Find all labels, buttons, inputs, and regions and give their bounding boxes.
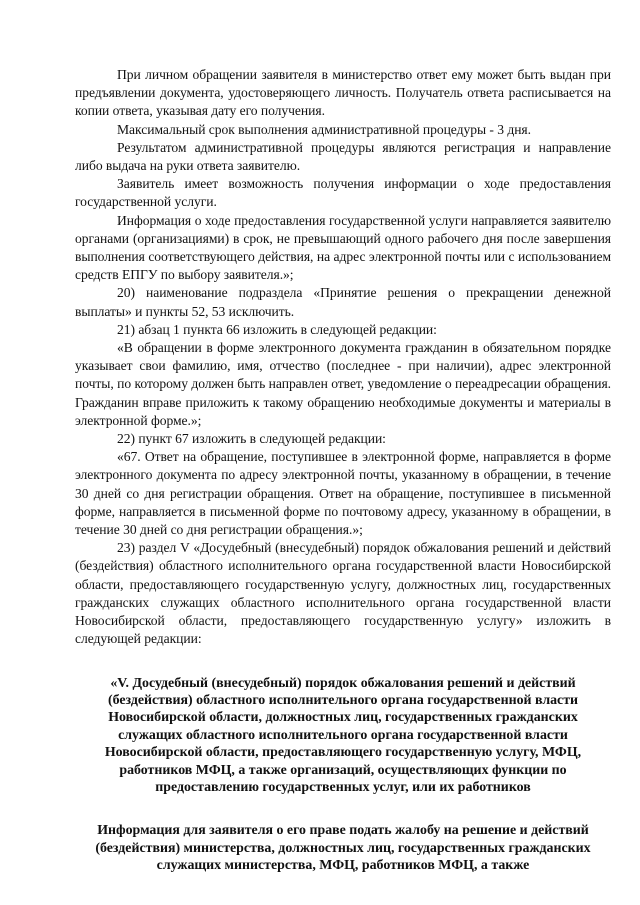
paragraph-electronic-appeal: «В обращении в форме электронного документа гражданин в обязательном порядке указывает свои фамилию, имя, отчество (последнее - при наличии), адрес электронной почты, по которому должен быть направлен ответ, уведомление о переадресации обращения. Гражданин вправе приложить к такому обращению необходимые документы и материалы в электронной форме.»;	[75, 340, 611, 428]
paragraph-item-22: 22) пункт 67 изложить в следующей редакции:	[117, 431, 386, 447]
paragraph-max-term: Максимальный срок выполнения административной процедуры - 3 дня.	[117, 121, 531, 137]
subsection-heading: Информация для заявителя о его праве подать жалобу на решение и действий (бездействия) министерства, должностных лиц, государственных гражданских служащих министерства, МФЦ, работников МФЦ, а также	[95, 823, 591, 874]
paragraph-personal-response: При личном обращении заявителя в министерство ответ ему может быть выдан при предъявлении документа, удостоверяющего личность. Получатель ответа расписывается на копии ответа, указывая дату его получения.	[75, 67, 611, 119]
paragraph-point-67: «67. Ответ на обращение, поступившее в электронной форме, направляется в форме электронного документа по адресу электронной почты, указанному в обращении, в течение 30 дней со дня регистрации обращения. Ответ на обращение, поступившее в письменной форме, направляется в письменной форме по почтовому адресу, указанному в обращении, в течение 30 дней со дня регистрации обращения.»;	[75, 449, 611, 538]
paragraph-item-20: 20) наименование подраздела «Принятие решения о прекращении денежной выплаты» и пункты 52, 53 исключить.	[75, 285, 611, 319]
paragraph-procedure-result: Результатом административной процедуры являются регистрация и направление либо выдача на руки ответа заявителю.	[75, 139, 611, 174]
document-page	[75, 66, 611, 875]
paragraph-item-23: 23) раздел V «Досудебный (внесудебный) порядок обжалования решений и действий (бездействия) областного исполнительного органа государственной власти Новосибирской области, предоставляющего государственную услугу, должностных лиц, государственных гражданских служащих областного исполнительного органа государственной власти Новосибирской области, предоставляющего государственную услугу» изложить в следующей редакции:	[75, 540, 611, 647]
section-heading: «V. Досудебный (внесудебный) порядок обжалования решений и действий (бездействия) областного исполнительного органа государственной власти Новосибирской области, должностных лиц, государственных гражданских служащих областного исполнительного органа государственной власти Новосибирской области, предоставляющего государственную услугу, МФЦ, работников МФЦ, а также организаций, осуществляющих функции по предоставлению государственных услуг, или их работников	[104, 675, 582, 795]
paragraph-progress-info: Информация о ходе предоставления государственной услуги направляется заявителю органами (организациями) в срок, не превышающий одного рабочего дня после завершения выполнения соответствующего действия, на адрес электронной почты или с использованием средств ЕПГУ по выбору заявителя.»;	[75, 212, 611, 283]
paragraph-item-21: 21) абзац 1 пункта 66 изложить в следующей редакции:	[117, 321, 437, 337]
paragraph-applicant-info: Заявитель имеет возможность получения информации о ходе предоставления государственной услуги.	[75, 176, 611, 210]
